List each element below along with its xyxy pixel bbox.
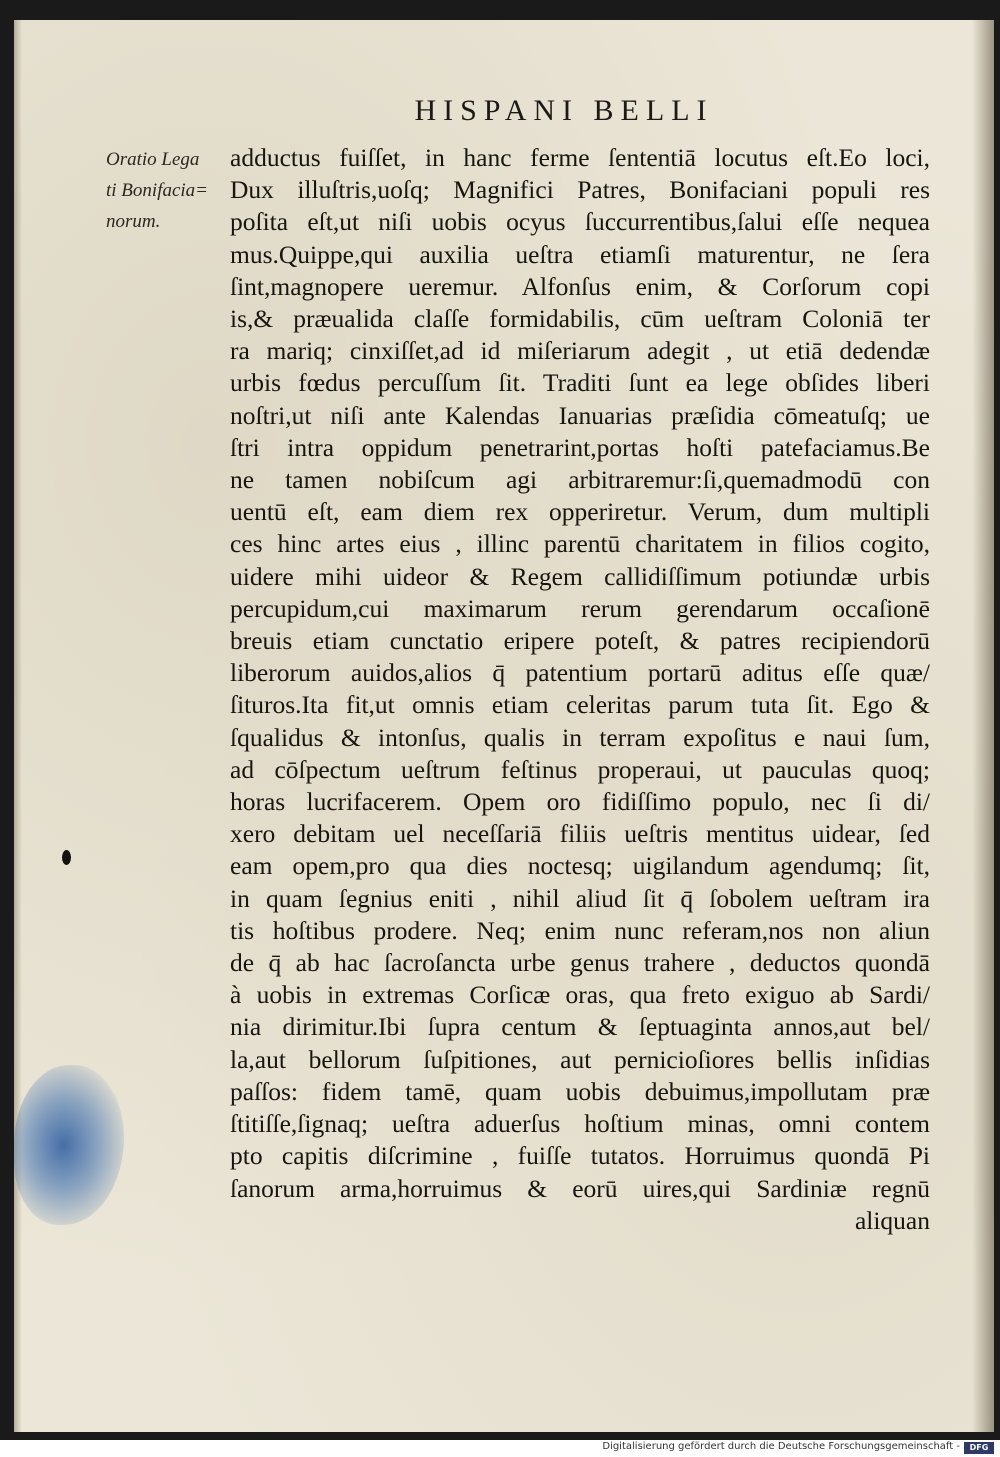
text-line: is,& præualida claſſe formidabilis, cūm ueſtram Coloniā ter (230, 304, 930, 334)
footer-bar (0, 1440, 1000, 1457)
text-line: ſtitiſſe,ſignaq; ueſtra aduerſus hoſtium minas, omni contem (230, 1109, 930, 1139)
marginal-note (106, 144, 234, 237)
catchword: aliquan (854, 1205, 930, 1235)
book-page (14, 20, 994, 1432)
text-line: in quam ſegnius eniti , nihil aliud ſit q̄ ſobolem ueſtram ira (230, 883, 930, 913)
page-left-shadow (14, 20, 22, 1432)
text-line: adductus fuiſſet, in hanc ferme ſententiā locutus eſt.Eo loci, (230, 143, 930, 172)
text-line: Dux illuſtris,uoſq; Magnifici Patres, Bonifaciani populi res (230, 175, 930, 205)
ink-stain (14, 1065, 124, 1225)
text-line: horas lucrifacerem. Opem oro fidiſſimo populo, nec ſi di/ (230, 787, 930, 817)
text-line: ad cōſpectum ueſtrum feſtinus properaui, ut pauculas quoq; (230, 754, 930, 784)
text-line: ſtri intra oppidum penetrarint,portas hoſti patefaciamus.Be (230, 432, 930, 462)
text-line: nia dirimitur.Ibi ſupra centum & ſeptuaginta annos,aut bel/ (230, 1012, 930, 1042)
dfg-logo: DFG (964, 1442, 994, 1454)
marginal-note-line: norum. (106, 211, 161, 232)
text-line: ſqualidus & intonſus, qualis in terram expoſitus e naui ſum, (230, 722, 930, 752)
ink-dot-mark (62, 850, 71, 865)
text-line: la,aut bellorum ſuſpitiones, aut pernicioſiores bellis inſidias (230, 1044, 930, 1074)
text-line: ces hinc artes eius , illinc parentū charitatem in filios cogito, (230, 529, 930, 559)
marginal-note-line: Oratio Lega (106, 149, 200, 170)
text-line: percupidum,cui maximarum rerum gerendarum occaſionē (230, 593, 930, 623)
text-line: de q̄ ab hac ſacroſancta urbe genus trahere , deductos quondā (230, 948, 930, 978)
text-line: à uobis in extremas Corſicæ oras, qua freto exiguo ab Sardi/ (230, 980, 930, 1010)
text-line: ſanorum arma,horruimus & eorū uires,qui Sardiniæ regnū (230, 1173, 930, 1203)
text-line: uidere mihi uideor & Regem callidiſſimum potiundæ urbis (230, 561, 930, 591)
text-line: uentū eſt, eam diem rex opperiretur. Verum, dum multipli (230, 497, 930, 527)
text-line: ra mariq; cinxiſſet,ad id miſeriarum adegit , ut etiā dedendæ (230, 336, 930, 366)
running-head: HISPANI BELLI (414, 94, 714, 127)
text-line: liberorum auidos,alios q̄ patentium portarū aditus eſſe quæ/ (230, 658, 930, 688)
funding-credit: Digitalisierung gefördert durch die Deutsche Forschungsgemeinschaft - (602, 1441, 960, 1452)
text-line: noſtri,ut niſi ante Kalendas Ianuarias præſidia cōmeatuſq; ue (230, 400, 930, 430)
text-line: urbis fœdus percuſſum ſit. Traditi ſunt ea lege obſides liberi (230, 368, 930, 398)
page-gutter-shadow (972, 20, 994, 1432)
text-line: mus.Quippe,qui auxilia ueſtra etiamſi maturentur, ne ſera (230, 239, 930, 269)
text-line: xero debitam uel neceſſariā filiis ueſtris mentitus uidear, ſed (230, 819, 930, 849)
text-line: ſint,magnopere ueremur. Alfonſus enim, & Corſorum copi (230, 271, 930, 301)
text-line: breuis etiam cunctatio eripere poteſt, & patres recipiendorū (230, 626, 930, 656)
body-text (230, 142, 930, 1237)
marginal-note-line: ti Bonifacia= (106, 180, 209, 201)
text-line: poſita eſt,ut niſi uobis ocyus ſuccurrentibus,ſalui eſſe nequea (230, 207, 930, 237)
text-line: pto capitis diſcrimine , fuiſſe tutatos. Horruimus quondā Pi (230, 1141, 930, 1171)
text-line: paſſos: fidem tamē, quam uobis debuimus,impollutam præ (230, 1076, 930, 1106)
text-line: eam opem,pro qua dies noctesq; uigilandum agendumq; ſit, (230, 851, 930, 881)
text-line: ſituros.Ita fit,ut omnis etiam celeritas parum tuta ſit. Ego & (230, 690, 930, 720)
text-line: tis hoſtibus prodere. Neq; enim nunc referam,nos non aliun (230, 915, 930, 945)
text-line: ne tamen nobiſcum agi arbitraremur:ſi,quemadmodū con (230, 465, 930, 495)
